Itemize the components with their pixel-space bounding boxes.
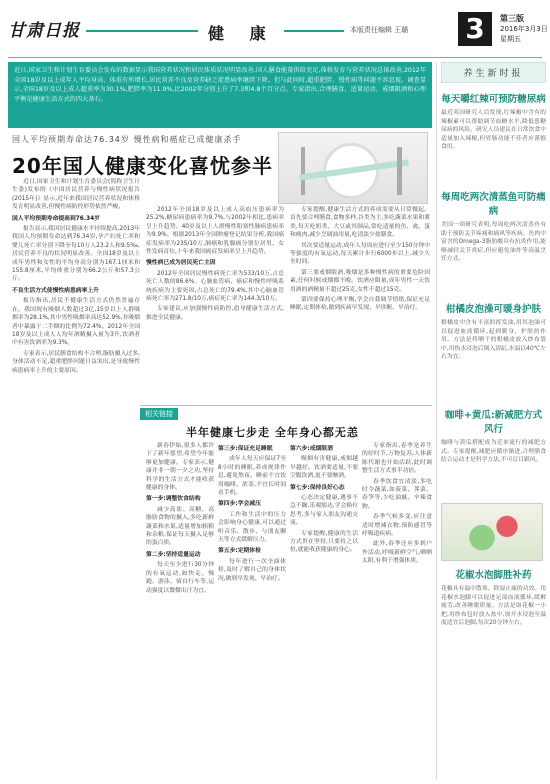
paragraph: 新春伊始,很多人都许下了新年愿望,希望今年能够更加健康。专家表示,健康并非一朝一夕之功,坚持科学的生活方式才能收获健康的身体。 bbox=[146, 443, 214, 492]
masthead-divider bbox=[8, 57, 542, 58]
paragraph: 专家表示,居民膳食结构不合理,脂肪摄入过多,身体活动不足,超重肥胖问题日益突出,是导致慢性病患病率上升的主要原因。 bbox=[12, 350, 140, 374]
editors-credit: 本版责任编辑 王璐 bbox=[350, 26, 409, 34]
masthead bbox=[0, 0, 550, 60]
subheading: 国人平均预期寿命提高到76.34岁 bbox=[12, 215, 100, 222]
paragraph: 减少高盐、高糖、高脂肪食物的摄入,多吃新鲜蔬菜和水果,适量增加粗粮和杂粮,保证每天摄入足够的蛋白质。 bbox=[146, 506, 214, 547]
related-label: 相关链接 bbox=[140, 408, 178, 420]
subheading: 第七步:保持良好心态 bbox=[290, 484, 345, 491]
lead-summary: 近日,国家卫生和计划生育委员会发布的数据显示我国营养状况和居民体质状况明显改善,国人膳食能量供给充足,体格发育与营养状况总体改善,2012年全国18岁及以上成年人平均身高、体重有所增长,居民营养不良及营养缺乏症患病率继续下降。但与此同时,超重肥胖、慢性病等问题不容忽视。调查显示,全国18岁及以上成人超重率为30.1%,肥胖率为11.9%,比2002年分别上升了7.3和4.8个百分点。专家指出,合理膳食、适量运动、戒烟限酒和心理平衡是健康生活方式的四大基石。 bbox=[8, 62, 432, 128]
sidebar-article-title: 花椒水泡脚胜补药 bbox=[455, 570, 532, 581]
sidebar-article-title: 每周吃两次清蒸鱼可防痛病 bbox=[441, 192, 546, 217]
page-number: 3 bbox=[458, 12, 492, 46]
sidebar-header: 养生新时报 bbox=[441, 62, 546, 83]
related-column-3 bbox=[290, 442, 358, 778]
article-headline: 20年国人健康变化喜忧参半 bbox=[12, 154, 273, 178]
article-column-2 bbox=[146, 206, 284, 402]
sidebar-article bbox=[441, 567, 546, 705]
paragraph: 春季气候多变,应注意适时增减衣物,预防感冒等呼吸道疾病。 bbox=[362, 514, 432, 538]
paragraph: 专家建议,应加强慢性病防控,倡导健康生活方式,推进全民健康。 bbox=[146, 306, 284, 321]
sidebar-article bbox=[441, 91, 546, 183]
paragraph: 春季饮食宜清淡,多吃时令蔬菜,如菠菜、荠菜、春笋等,少吃油腻、辛辣食物。 bbox=[362, 478, 432, 510]
section-title: 健 康 bbox=[208, 24, 276, 43]
subheading: 第三步:保证充足睡眠 bbox=[218, 446, 273, 452]
knife-shape bbox=[397, 147, 402, 195]
paragraph: 报告指出,居民不健康生活方式仍然普遍存在。我国现有吸烟人数超过3亿,15岁以上人群吸烟率为28.1%,其中男性吸烟率高达52.9%,非吸烟者中暴露于二手烟的比例为72.4%。2012年全国18岁及以上成人人均年酒精摄入量为3升,饮酒者中有害饮酒率为9.3%。 bbox=[12, 298, 140, 347]
related-headline: 半年健康七步走 全年身心都无恙 bbox=[186, 426, 359, 439]
sidebar-article-text: 花椒具有温中散寒、除湿止痛的功效。用花椒水泡脚可以促进足部血液循环,缓解疲劳,改善睡眠质量。方法是取花椒一小把,用纱布包好放入盆中,加开水浸泡至温度适宜后泡脚,每次20分钟左右。 bbox=[441, 586, 546, 627]
sidebar-article-text: 柑橘皮中含有丰富的挥发油,用其泡澡可以促进血液循环,起到暖身、护肤的作用。方法是将晒干的柑橘皮放入纱布袋中,用热水浸泡后倒入浴缸,水温以40℃左右为宜。 bbox=[441, 320, 546, 361]
issue-date: 2016年3月3日 bbox=[500, 25, 548, 33]
paragraph: 工作和生活中的压力会影响身心健康,可以通过听音乐、散步、与朋友聊天等方式缓解压力。 bbox=[218, 511, 286, 544]
fork-shape bbox=[301, 147, 305, 195]
paragraph: 2012年全国居民慢性病死亡率为533/10万,占总死亡人数的86.6%。心脑血管病、癌症和慢性呼吸系统疾病为主要死因,占总死亡的79.4%,其中心脑血管病死亡率为271.8/10万,癌症死亡率为144.3/10万。 bbox=[146, 270, 284, 303]
article-column-1 bbox=[12, 178, 140, 776]
sidebar-article bbox=[441, 301, 546, 401]
paragraph: 成年人每天应保证7至8小时的睡眠,养成规律作息,避免熬夜。睡前不宜饮用咖啡、浓茶,不宜长时间看手机。 bbox=[218, 456, 286, 497]
paragraph: 每天至少进行30分钟的有氧运动,如快走、慢跑、游泳、骑自行车等,运动强度以微微出汗为宜。 bbox=[146, 562, 214, 594]
subheading: 第六步:戒烟限酒 bbox=[290, 446, 333, 452]
sidebar-column bbox=[436, 62, 546, 780]
paragraph: 报告显示,我国居民健康水平持续提高,2013年我国人均预期寿命达到76.34岁,孕产妇死亡率和婴儿死亡率分别下降至每10万人23.2人和9.5‰,居民营养不良的状况明显改善。全国18岁及以上成年男性和女性的平均身高分别为167.1厘米和155.8厘米,平均体重分别为66.2公斤和57.3公斤。 bbox=[12, 226, 140, 283]
paragraph: 专家提醒,健康的生活方式贵在坚持,只要持之以恒,就能收获健康的身心。 bbox=[290, 530, 358, 554]
sidebar-article-text: 美国一项研究表明,每周吃两次清蒸鱼有助于预防关节疼痛和痛风等疾病。鱼肉中富含的Omega-3脂肪酸具有抗炎作用,能够减轻关节炎症,但应避免油炸等高温烹饪方式。 bbox=[441, 222, 546, 263]
sidebar-article-text: 最近英国研究人员发现,红辣椒中含有的辣椒素可以帮助调节血糖水平,降低患糖尿病的风险。研究人员建议在日常饮食中适量加入辣椒,但胃肠功能不佳者应谨慎食用。 bbox=[441, 110, 546, 151]
subheading: 第一步:调整饮食结构 bbox=[146, 496, 201, 503]
sidebar-article-text: 咖啡与黄瓜搭配成为近来流行的减肥方式。专家提醒,减肥应循序渐进,合理膳食结合运动才是科学方法,不可盲目跟风。 bbox=[441, 440, 546, 464]
header-rule-right bbox=[284, 30, 344, 32]
subheading: 第二步:坚持适量运动 bbox=[146, 551, 201, 558]
sidebar-article-title: 每天嚼红辣可预防糖尿病 bbox=[441, 94, 546, 105]
newspaper-logo: 甘肃日报 bbox=[8, 21, 80, 41]
article-kicker: 国人平均预期寿命达76.34岁 慢性病和癌症已成健康杀手 bbox=[12, 135, 242, 144]
paragraph: 第三要戒烟限酒,吸烟是多种慢性病的重要危险因素,任何时候戒烟都不晚。饮酒应限量,成年男性一天饮用酒的酒精量不超过25克,女性不超过15克。 bbox=[290, 269, 430, 293]
paragraph: 此外,春季还应多到户外活动,呼吸新鲜空气,晒晒太阳,有利于增强体质。 bbox=[362, 541, 432, 565]
subheading: 第五步:定期体检 bbox=[218, 548, 261, 555]
paragraph: 每年进行一次全面体检,及时了解自己的身体状况,做到早发现、早治疗。 bbox=[218, 558, 286, 582]
paragraph: 2012年全国18岁及以上成人高血压患病率为25.2%,糖尿病患病率为9.7%,与2002年相比,患病率呈上升趋势。40岁及以上人群慢性阻塞性肺病患病率为9.9%。根据2013年全国肿瘤登记结果分析,我国癌症发病率为235/10万,肺癌和乳腺癌分别位居男、女性发病首位,十年来我国癌症发病率呈上升趋势。 bbox=[146, 207, 284, 256]
sidebar-article-title: 柑橘皮泡澡可暖身护肤 bbox=[445, 304, 541, 315]
sidebar-article bbox=[441, 189, 546, 295]
paragraph: 吸烟有害健康,戒烟越早越好。饮酒要适量,不要空腹饮酒,更不要酗酒。 bbox=[290, 456, 358, 480]
article-column-3 bbox=[290, 206, 430, 402]
related-block-bar bbox=[140, 405, 432, 416]
paragraph: 第四要保持心理平衡,学会自我调节情绪,保证充足睡眠,定期体检,做到疾病早发现、早诊断、早治疗。 bbox=[290, 297, 430, 312]
header-rule-left bbox=[86, 30, 198, 32]
weekday: 星期五 bbox=[500, 35, 521, 43]
paragraph: 专家提醒,健康生活方式的养成需要从日常做起。首先要合理膳食,食物多样,谷类为主,多吃蔬菜水果和薯类,每天吃奶类、大豆或其制品,常吃适量的鱼、禽、蛋和瘦肉,减少烹调油用量,吃清淡少盐膳食。 bbox=[290, 207, 430, 239]
article-photo-plate bbox=[278, 132, 428, 204]
subheading: 慢性病已成为居民死亡主因 bbox=[146, 260, 216, 267]
related-column-2 bbox=[218, 442, 286, 778]
page-info bbox=[500, 14, 548, 44]
herb-illustration bbox=[441, 503, 543, 561]
paragraph: 心态决定健康,遇事不急不躁,乐观豁达,学会换位思考,多与家人朋友沟通交流。 bbox=[290, 495, 358, 527]
paragraph: 其次要适量运动,成年人每周应进行至少150分钟中等强度的有氧运动,每天累计步行6000步以上,减少久坐时间。 bbox=[290, 242, 430, 266]
sidebar-article-title: 咖啡+黄瓜:新减肥方式风行 bbox=[444, 410, 543, 435]
paragraph: 专家指出,春季是养生的好时节,万物复苏,人体新陈代谢也开始活跃,此时调整生活方式事半功倍。 bbox=[362, 443, 432, 475]
edition-label: 第三版 bbox=[500, 14, 524, 23]
subheading: 不良生活方式使慢性病患病率上升 bbox=[12, 287, 99, 294]
subheading: 第四步:学会减压 bbox=[218, 501, 261, 508]
related-column-1 bbox=[146, 442, 214, 778]
sidebar-article bbox=[441, 407, 546, 561]
related-column-4 bbox=[362, 442, 432, 778]
paragraph: 近日,国家卫生和计划生育委员会(简称卫生计生委)发布的《中国居民营养与慢性病状况报告(2015年)》显示,近年来我国居民营养状况和体格发育明显改善,但慢性病防控形势依然严峻。 bbox=[12, 179, 140, 211]
